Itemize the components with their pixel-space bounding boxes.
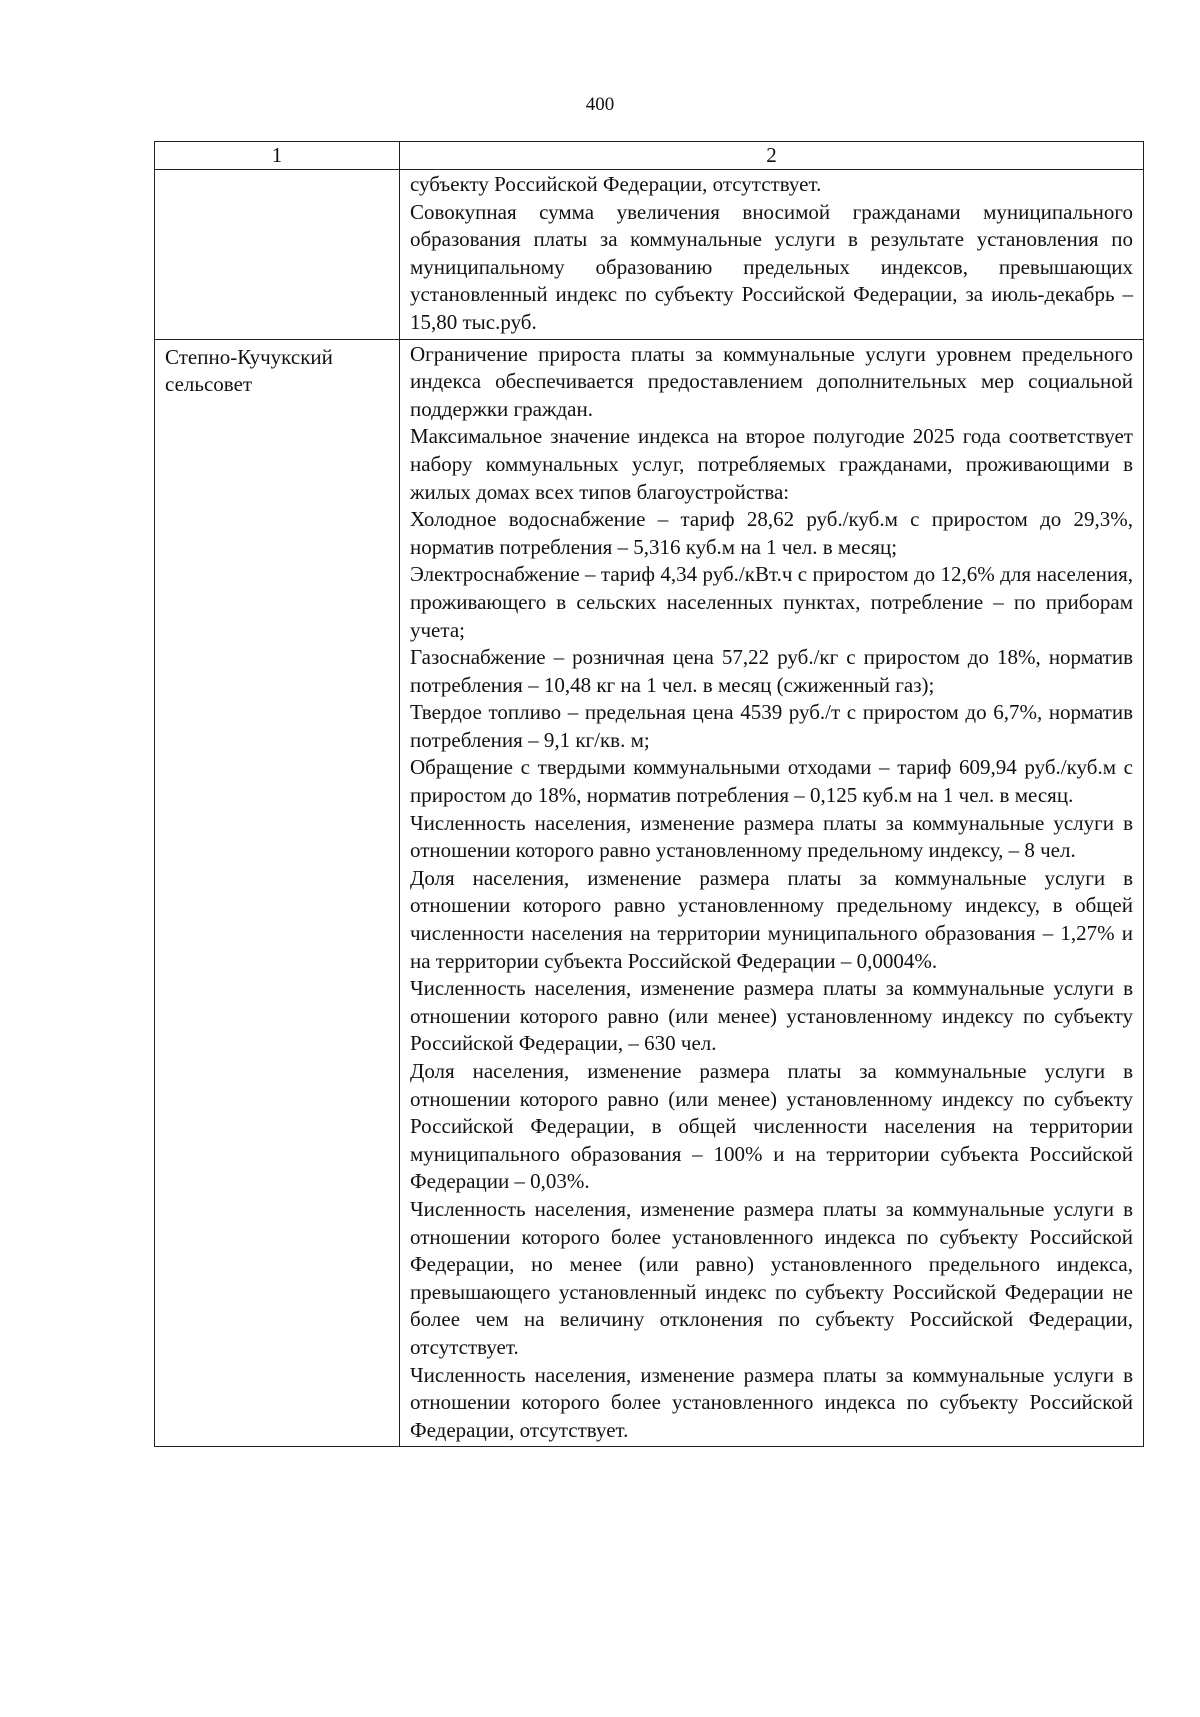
paragraph: Совокупная сумма увеличения вносимой гражданами муниципального образования платы за коммунальные услуги в результате установления по муниципальному образованию предельных индексов, превышающих установленный индекс по субъекту Российской Федерации, за июль-декабрь – 15,80 тыс.руб. bbox=[410, 199, 1133, 334]
paragraph: Доля населения, изменение размера платы за коммунальные услуги в отношении которого равно установленному предельному индексу, в общей численности населения на территории муниципального образования – 1,27% и на территории субъекта Российской Федерации – 0,0004%. bbox=[410, 865, 1133, 973]
municipality-cell: Степно-Кучукский сельсовет bbox=[155, 339, 400, 1447]
description-cell bbox=[400, 339, 1144, 1447]
page-number: 400 bbox=[585, 94, 615, 115]
description-cell bbox=[400, 170, 1144, 340]
paragraph: субъекту Российской Федерации, отсутствует. bbox=[410, 172, 822, 196]
paragraph: Численность населения, изменение размера платы за коммунальные услуги в отношении которого более установленного индекса по субъекту Российской Федерации, но менее (или равно) установленного предельного индекса, превышающего установленный индекс по субъекту Российской Федерации не более чем на величину отклонения по субъекту Российской Федерации, отсутствует. bbox=[410, 1196, 1133, 1359]
tariff-table bbox=[154, 141, 1144, 1447]
paragraph: Обращение с твердыми коммунальными отходами – тариф 609,94 руб./куб.м с приростом до 18%, норматив потребления – 0,125 куб.м на 1 чел. в месяц. bbox=[410, 755, 1133, 808]
paragraph: Ограничение прироста платы за коммунальные услуги уровнем предельного индекса обеспечивается предоставлением дополнительных мер социальной поддержки граждан. bbox=[410, 341, 1133, 421]
paragraph: Твердое топливо – предельная цена 4539 руб./т с приростом до 6,7%, норматив потребления – 9,1 кг/кв. м; bbox=[410, 700, 1133, 752]
paragraph: Холодное водоснабжение – тариф 28,62 руб./куб.м с приростом до 29,3%, норматив потребления – 5,316 куб.м на 1 чел. в месяц; bbox=[410, 507, 1133, 559]
paragraph: Газоснабжение – розничная цена 57,22 руб./кг с приростом до 18%, норматив потребления – 10,48 кг на 1 чел. в месяц (сжиженный газ); bbox=[410, 645, 1133, 697]
paragraph: Численность населения, изменение размера платы за коммунальные услуги в отношении которого более установленного индекса по субъекту Российской Федерации, отсутствует. bbox=[410, 1362, 1133, 1442]
table-header-row bbox=[155, 142, 1144, 170]
column-header-2: 2 bbox=[400, 142, 1144, 170]
paragraph: Доля населения, изменение размера платы за коммунальные услуги в отношении которого равно (или менее) установленному индексу по субъекту Российской Федерации, в общей численности населения на территории муниципального образования – 100% и на территории субъекта Российской Федерации – 0,03%. bbox=[410, 1059, 1133, 1194]
column-header-1: 1 bbox=[155, 142, 400, 170]
table-row bbox=[155, 170, 1144, 340]
paragraph: Численность населения, изменение размера платы за коммунальные услуги в отношении которого равно установленному предельному индексу, – 8 чел. bbox=[410, 810, 1133, 863]
table-row bbox=[155, 339, 1144, 1447]
paragraph: Численность населения, изменение размера платы за коммунальные услуги в отношении которого равно (или менее) установленному индексу по субъекту Российской Федерации, – 630 чел. bbox=[410, 976, 1133, 1056]
municipality-cell bbox=[155, 170, 400, 340]
paragraph: Максимальное значение индекса на второе полугодие 2025 года соответствует набору коммунальных услуг, потребляемых гражданами, проживающими в жилых домах всех типов благоустройства: bbox=[410, 424, 1133, 504]
paragraph: Электроснабжение – тариф 4,34 руб./кВт.ч с приростом до 12,6% для населения, проживающего в сельских населенных пунктах, потребление – по приборам учета; bbox=[410, 562, 1133, 642]
